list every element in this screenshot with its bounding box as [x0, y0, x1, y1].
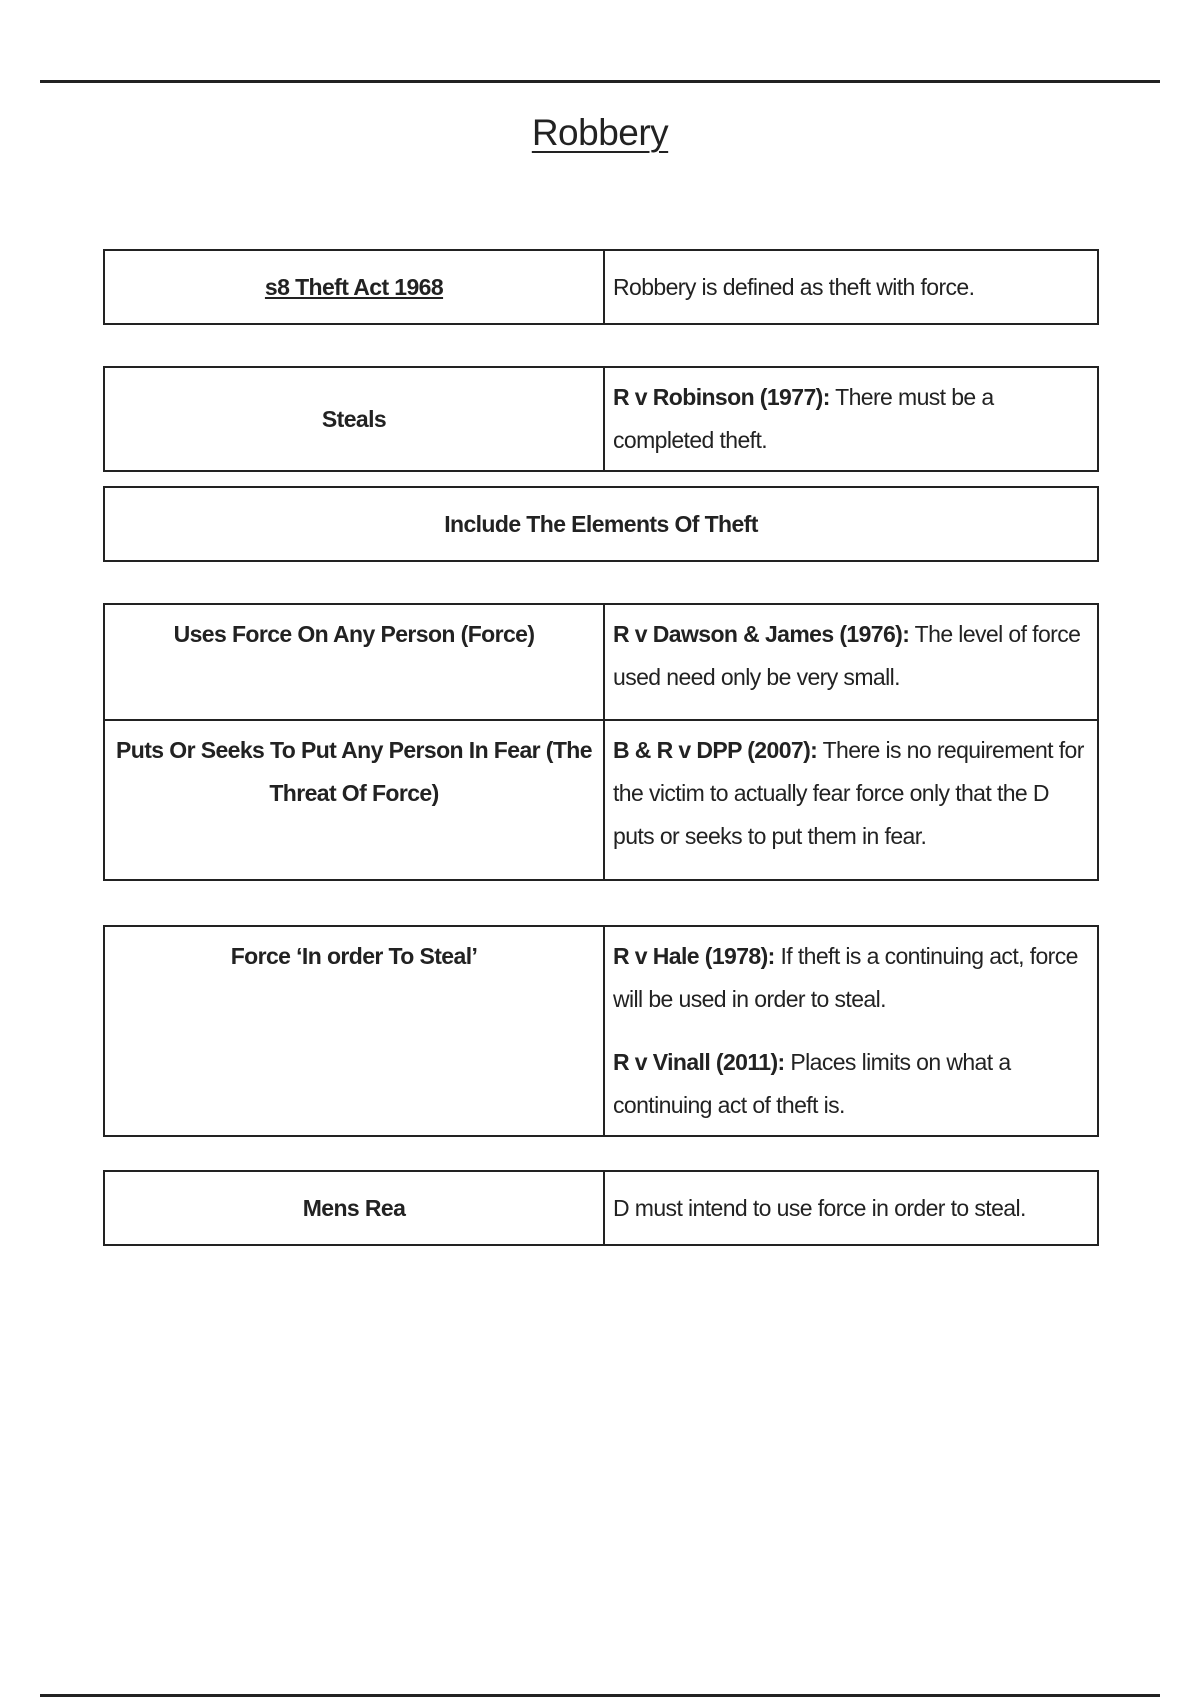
table-row	[104, 250, 1098, 324]
case-paragraph	[613, 935, 1089, 1021]
mens-rea-label: Mens Rea	[104, 1171, 604, 1245]
definition-label-cell	[104, 250, 604, 324]
fear-label: Puts Or Seeks To Put Any Person In Fear (The Threat Of Force)	[104, 720, 604, 880]
page-title: Robbery	[531, 112, 669, 153]
elements-label: Include The Elements Of Theft	[104, 487, 1098, 561]
case-name: R v Dawson & James (1976):	[613, 621, 910, 647]
steals-label: Steals	[104, 367, 604, 471]
bottom-divider	[40, 1694, 1160, 1697]
top-divider	[40, 80, 1160, 83]
case-text: There is no requirement for the victim to actually fear force only that the D puts or seeks to put them in fear.	[613, 737, 1084, 849]
definition-label: s8 Theft Act 1968	[264, 273, 444, 300]
steals-table	[103, 366, 1099, 472]
case-name: R v Hale (1978):	[613, 943, 775, 969]
force-content	[604, 604, 1098, 720]
table-row	[104, 926, 1098, 1136]
paragraph-gap	[613, 1021, 1089, 1041]
table-row	[104, 720, 1098, 880]
definition-table	[103, 249, 1099, 325]
mens-rea-table	[103, 1170, 1099, 1246]
force-label: Uses Force On Any Person (Force)	[104, 604, 604, 720]
case-text: There must be a completed theft.	[613, 384, 994, 453]
elements-table	[103, 486, 1099, 562]
case-text: Places limits on what a continuing act of theft is.	[613, 1049, 1011, 1118]
table-row	[104, 487, 1098, 561]
case-text: The level of force used need only be very small.	[613, 621, 1081, 690]
force-table	[103, 603, 1099, 881]
case-paragraph	[613, 1041, 1089, 1127]
table-row	[104, 367, 1098, 471]
steals-content	[604, 367, 1098, 471]
fear-content	[604, 720, 1098, 880]
in-order-label: Force ‘In order To Steal’	[104, 926, 604, 1136]
table-row	[104, 604, 1098, 720]
table-row	[104, 1171, 1098, 1245]
mens-rea-text: D must intend to use force in order to steal.	[604, 1171, 1098, 1245]
case-name: R v Robinson (1977):	[613, 384, 830, 410]
in-order-to-steal-table	[103, 925, 1099, 1137]
case-text: If theft is a continuing act, force will be used in order to steal.	[613, 943, 1078, 1012]
case-name: R v Vinall (2011):	[613, 1049, 785, 1075]
case-name: B & R v DPP (2007):	[613, 737, 818, 763]
in-order-content	[604, 926, 1098, 1136]
definition-text: Robbery is defined as theft with force.	[604, 250, 1098, 324]
